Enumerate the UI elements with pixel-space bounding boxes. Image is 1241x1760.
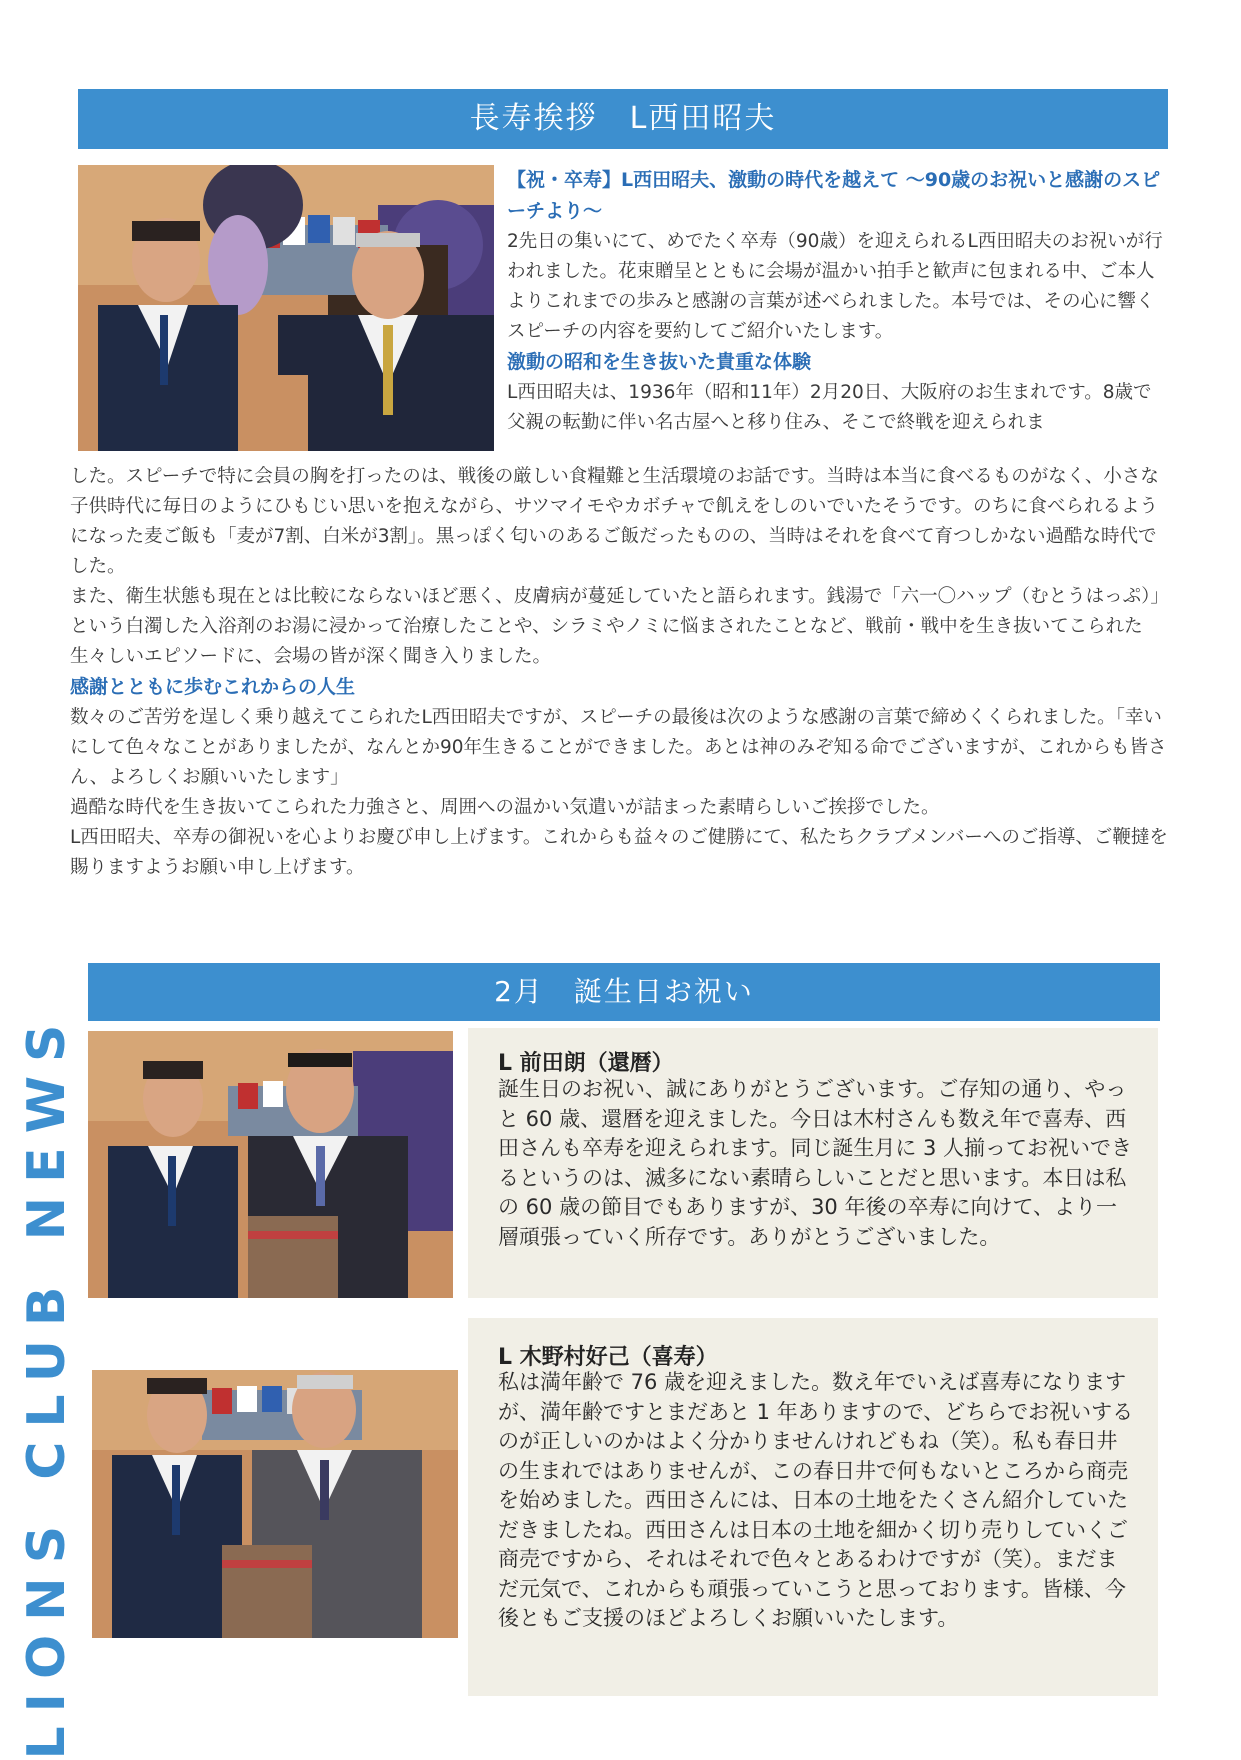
section-title: 長寿挨拶 L西田昭夫 (469, 101, 777, 136)
subheading-showa: 激動の昭和を生き抜いた貴重な体験 (507, 351, 812, 373)
card-title: L 木野村好己（喜寿） (498, 1345, 718, 1370)
photo-kinomura-gift (92, 1370, 458, 1638)
intro-paragraph: 2先日の集いにて、めでたく卒寿（90歳）を迎えられるL西田昭夫のお祝いが行われました。花束贈呈とともに会場が温かい拍手と歓声に包まれる中、ご本人よりこれまでの歩みと感謝の言葉が述べられました。本号では、その心に響くスピーチの内容を要約してご紹介いたします。 (507, 231, 1163, 342)
birthday-message-card (468, 1028, 1158, 1298)
paragraph-4: 過酷な時代を生き抜いてこられた力強さと、周囲への温かい気遣いが詰まった素晴らしいご挨拶でした。 (70, 797, 940, 818)
vertical-newsletter-title (12, 1010, 82, 1760)
card-body: 私は満年齢で 76 歳を迎えました。数え年でいえば喜寿になりますが、満年齢ですとまだあと 1 年ありますので、どちらでお祝いするのが正しいのかはよく分かりませんけれどもね（笑）。私も春日井の生まれではありませんが、この春日井で何もないところから商売を始めました。西田さんには、日本の土地をたくさん紹介していただきましたね。西田さんは日本の土地を細かく切り売りしていくご商売ですから、それはそれで色々とあるわけですが（笑）。まだまだ元気で、これからも頑張っていこうと思っております。皆様、今後ともご支援のほどよろしくお願いいたします。 (498, 1370, 1134, 1630)
photo-celebration-bouquet (78, 165, 494, 451)
intro-column (507, 165, 1167, 438)
subheading-gratitude: 感謝とともに歩むこれからの人生 (70, 676, 356, 698)
paragraph-5: L西田昭夫、卒寿の御祝いを心よりお慶び申し上げます。これからも益々のご健勝にて、私たちクラブメンバーへのご指導、ご鞭撻を賜りますようお願い申し上げます。 (70, 827, 1168, 878)
section-banner-birthday (88, 963, 1160, 1021)
section-banner-longevity (78, 89, 1168, 149)
paragraph-1-rest: した。スピーチで特に会員の胸を打ったのは、戦後の厳しい食糧難と生活環境のお話です。当時は本当に食べるものがなく、小さな子供時代に毎日のようにひもじい思いを抱えながら、サツマイモやカボチャで飢えをしのいでいたそうです。のちに食べられるようになった麦ご飯も「麦が7割、白米が3割」。黒っぽく匂いのあるご飯だったものの、当時はそれを食べて育つしかない過酷な時代でした。 (70, 466, 1159, 577)
birthday-message-card (468, 1318, 1158, 1696)
newsletter-title-text: LIONS CLUB NEWS (17, 1010, 77, 1760)
article-headline: 【祝・卒寿】L西田昭夫、激動の時代を越えて ～90歳のお祝いと感謝のスピーチより～ (507, 169, 1161, 222)
article-body (70, 462, 1170, 883)
paragraph-1-start: L西田昭夫は、1936年（昭和11年）2月20日、大阪府のお生まれです。8歳で父親の転勤に伴い名古屋へと移り住み、そこで終戦を迎えられま (507, 382, 1152, 433)
paragraph-3: 数々のご苦労を逞しく乗り越えてこられたL西田昭夫ですが、スピーチの最後は次のような感謝の言葉で締めくくられました。「幸いにして色々なことがありましたが、なんとか90年生きることができました。あとは神のみぞ知る命でございますが、これからも皆さん、よろしくお願いいたします」 (70, 707, 1167, 788)
card-title: L 前田朗（還暦） (498, 1051, 674, 1076)
card-body: 誕生日のお祝い、誠にありがとうございます。ご存知の通り、やっと 60 歳、還暦を迎えました。今日は木村さんも数え年で喜寿、西田さんも卒寿を迎えられます。同じ誕生月に 3 人揃ってお祝いできるというのは、滅多にない素晴らしいことだと思います。本日は私の 60 歳の節目でもありますが、30 年後の卒寿に向けて、より一層頑張っていく所存です。ありがとうございました。 (498, 1077, 1133, 1249)
photo-maeda-gift (88, 1031, 453, 1298)
paragraph-2: また、衛生状態も現在とは比較にならないほど悪く、皮膚病が蔓延していたと語られます。銭湯で「六一〇ハップ（むとうはっぷ）」という白濁した入浴剤のお湯に浸かって治療したことや、シラミやノミに悩まされたことなど、戦前・戦中を生き抜いてこられた生々しいエピソードに、会場の皆が深く聞き入りました。 (70, 586, 1169, 667)
section-title: 2月 誕生日お祝い (494, 975, 754, 1008)
